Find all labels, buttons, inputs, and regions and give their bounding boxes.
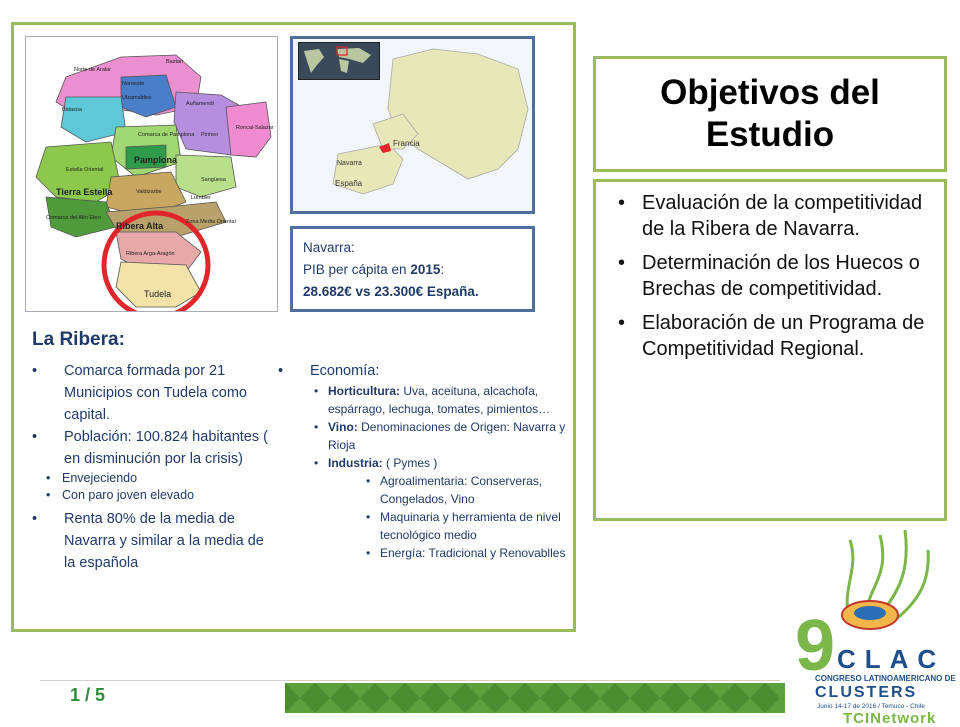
- logo-dates: Junio 14-17 de 2016 / Temuco - Chile: [817, 703, 925, 710]
- footer-pattern-band: [285, 683, 785, 713]
- industria-sub-bullet: • Agroalimentaria: Conserveras, Congelados, Vino: [278, 472, 570, 508]
- region-label: Baztan: [166, 59, 184, 65]
- industria-text: ( Pymes ): [386, 456, 438, 470]
- pib-colon: :: [440, 262, 445, 277]
- region-label: Ribera Alta: [116, 221, 164, 231]
- pib-line: [303, 259, 522, 281]
- region-label: Zona Media Oriental: [186, 219, 236, 225]
- region-label: Pamplona: [134, 155, 178, 165]
- region-label: Roncal-Salazar: [236, 125, 274, 131]
- region-label: Ulzamaldea: [122, 95, 152, 101]
- region-label: Valdizarbe: [136, 189, 162, 195]
- region-label: Ribera Arga-Aragón: [126, 251, 175, 257]
- logo-clusters: CLUSTERS: [815, 684, 918, 701]
- industria-sub-bullet: • Energía: Tradicional y Renovablles: [278, 544, 570, 562]
- region-label: Pirineo: [201, 132, 219, 138]
- horticultura-label: Horticultura:: [328, 384, 400, 398]
- africa-shape: [339, 59, 349, 73]
- navarra-regions-map: [25, 36, 278, 312]
- label-navarra: Navarra: [337, 160, 362, 167]
- horticultura-bullet: [278, 382, 570, 418]
- region-label: Comarca del Alto Ebro: [46, 215, 102, 221]
- objective-item: • Evaluación de la competitividad de la Ribera de Navarra.: [606, 190, 936, 242]
- region-shape: [116, 262, 201, 307]
- vino-text: Denominaciones de Origen: Navarra y Rioja: [328, 420, 566, 452]
- label-francia: Francia: [393, 139, 420, 148]
- economia-column: [278, 360, 570, 562]
- navarra-pib-box: [290, 226, 535, 312]
- objectives-box: [593, 179, 947, 521]
- vino-bullet: [278, 418, 570, 454]
- americas-shape: [304, 49, 324, 73]
- region-label: Noroeste: [122, 81, 145, 87]
- region-label: Bidasoa: [62, 107, 82, 113]
- ribera-title: La Ribera:: [32, 329, 125, 350]
- objectives-list: [606, 190, 936, 362]
- economia-heading: • Economía:: [278, 360, 570, 382]
- industria-label: Industria:: [328, 456, 383, 470]
- pib-year: 2015: [410, 262, 441, 277]
- pib-values: 28.682€ vs 23.300€ España.: [303, 284, 479, 299]
- poblacion-bullet: • Población: 100.824 habitantes ( en disminución por la crisis): [32, 426, 277, 470]
- footer-pattern: [285, 683, 785, 713]
- logo-congress: CONGRESO LATINOAMERICANO DE: [815, 674, 956, 683]
- industria-sub-bullet: • Maquinaria y herramienta de nivel tecnológico medio: [278, 508, 570, 544]
- vino-label: Vino:: [328, 420, 358, 434]
- logo-drum-center: [854, 606, 886, 620]
- comarca-bullet: • Comarca formada por 21 Municipios con Tudela como capital.: [32, 360, 277, 426]
- objective-item: • Elaboración de un Programa de Competitividad Regional.: [606, 310, 936, 362]
- ribera-facts-column: [32, 360, 277, 574]
- navarra-heading: Navarra:: [303, 240, 355, 255]
- region-label: Comarca de Pamplona: [138, 132, 195, 138]
- region-label: Tierra Estella: [56, 187, 113, 197]
- logo-number: 9: [795, 606, 836, 686]
- region-label: Estella Oriental: [66, 167, 104, 173]
- slide-title-box: [593, 56, 947, 172]
- logo-acronym: CLAC: [837, 644, 946, 674]
- slide-title: Objetivos del Estudio: [660, 73, 880, 154]
- navarra-map-graphic: [26, 37, 277, 311]
- renta-bullet: • Renta 80% de la media de Navarra y similar a la media de la española: [32, 508, 277, 574]
- region-label: Sangüesa: [201, 177, 226, 183]
- region-label: Lumbier: [191, 195, 211, 201]
- page-number: 1 / 5: [70, 685, 106, 705]
- world-map-inset: [298, 42, 380, 80]
- poblacion-sub-bullet: • Con paro joven elevado: [32, 487, 277, 504]
- pib-label: PIB per cápita en: [303, 262, 407, 277]
- footer-divider: [40, 680, 780, 681]
- region-label: Norte de Aralar: [74, 67, 111, 73]
- industria-bullet: [278, 454, 570, 472]
- region-label: Tudela: [144, 289, 172, 299]
- world-inset-graphic: [299, 43, 379, 79]
- region-shape: [176, 155, 236, 197]
- horticultura-text: Uva, aceituna, alcachofa, espárrago, lechuga, tomates, pimientos…: [328, 384, 551, 416]
- logo-network: TCINetwork: [843, 710, 937, 727]
- label-espana: España: [335, 179, 363, 188]
- region-label: Auñamendi: [186, 101, 214, 107]
- poblacion-sub-bullet: • Envejeciendo: [32, 470, 277, 487]
- objective-item: • Determinación de los Huecos o Brechas de competitividad.: [606, 250, 936, 302]
